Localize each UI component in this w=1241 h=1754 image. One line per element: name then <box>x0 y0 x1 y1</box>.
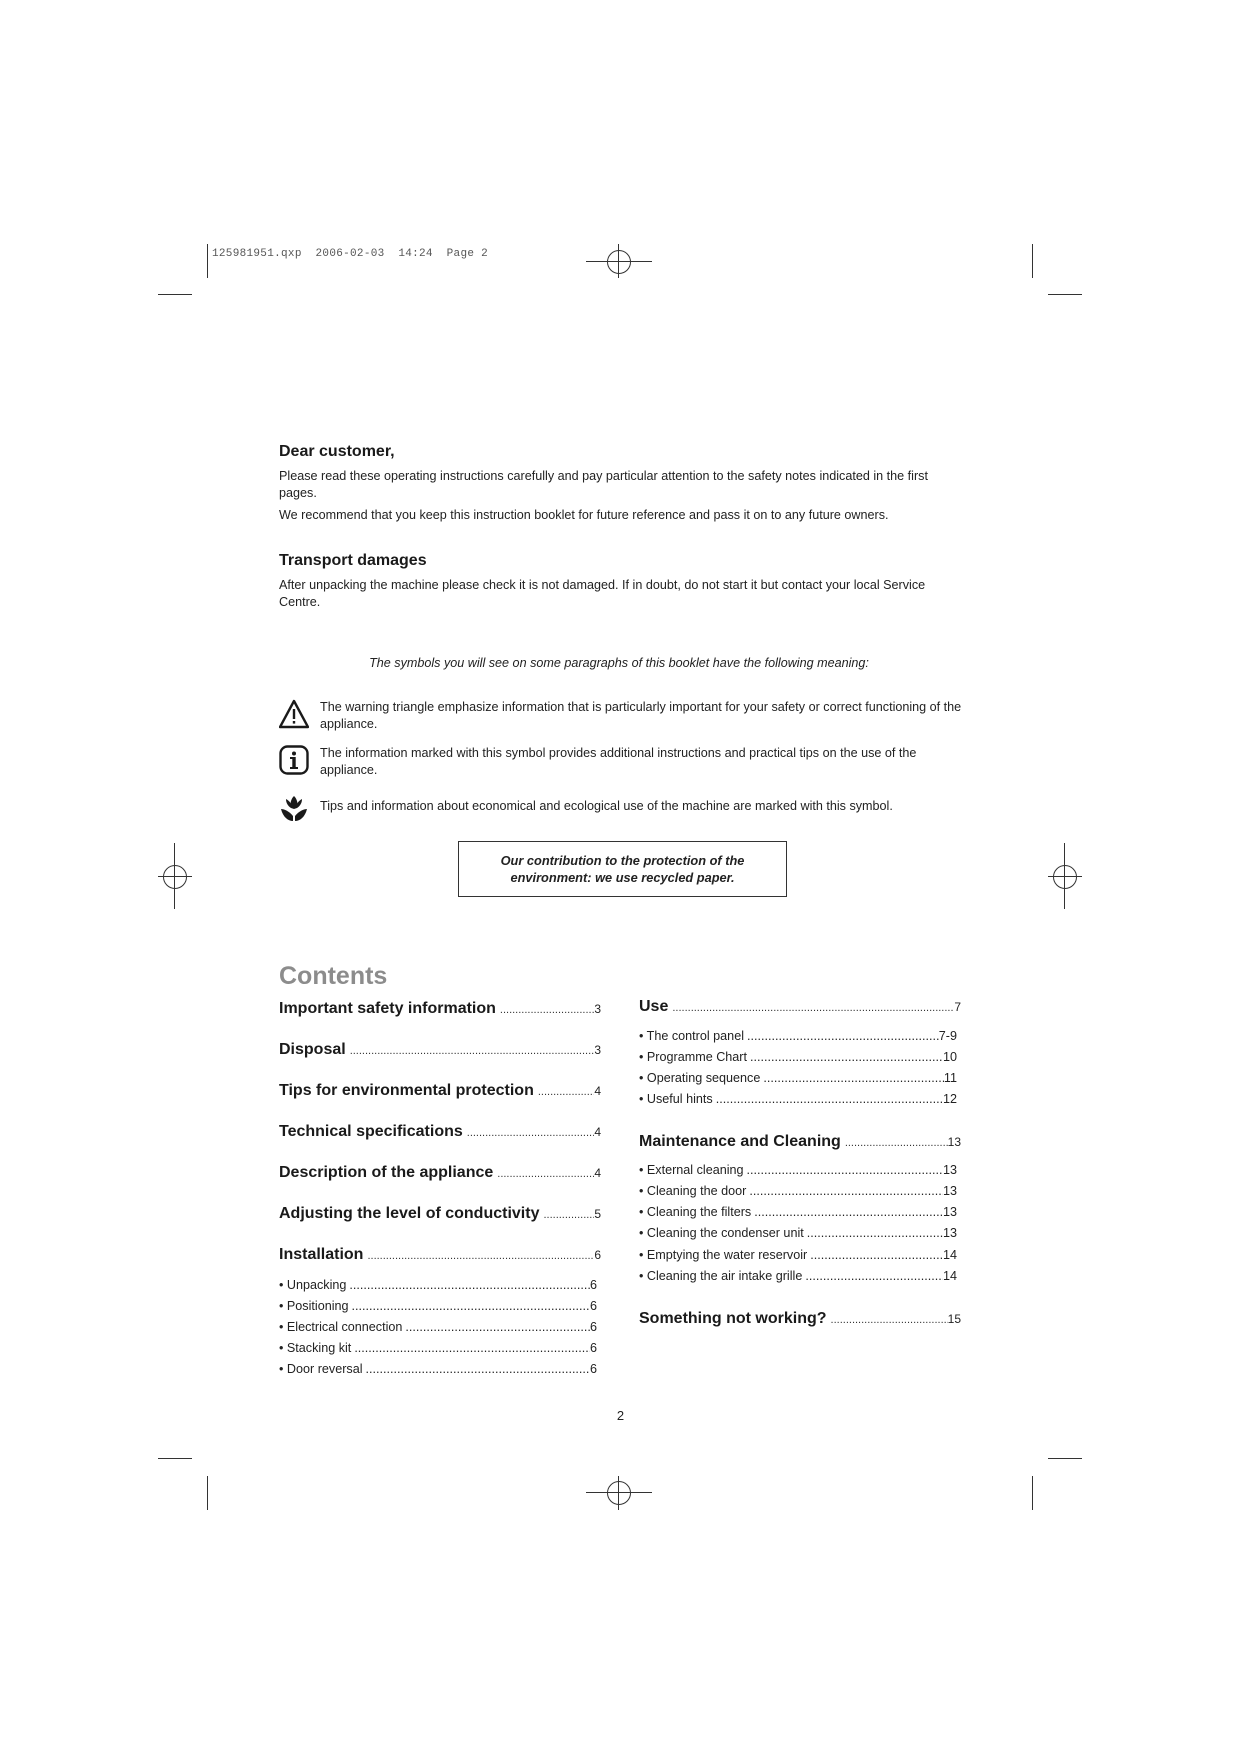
intro-paragraph-1: Please read these operating instructions carefully and pay particular attention to the safety notes indicated in the first pages. <box>279 469 928 500</box>
toc-label: Maintenance and Cleaning <box>639 1133 841 1150</box>
toc-subentry: • Cleaning the condenser unit ..... 13 <box>639 1226 957 1240</box>
print-slug: 125981951.qxp 2006-02-03 14:24 Page 2 <box>212 248 489 260</box>
toc-entry-environment <box>279 1082 601 1100</box>
toc-subentry: • Useful hints ..... 12 <box>639 1092 957 1106</box>
toc-label: Disposal <box>279 1041 346 1058</box>
toc-subentry: • Operating sequence ..... 11 <box>639 1071 957 1085</box>
toc-label: Installation <box>279 1246 364 1263</box>
page-number: 2 <box>616 1408 625 1423</box>
symbol-text-warning: The warning triangle emphasize information that is particularly important for your safety or correct functioning of the appliance. <box>320 700 962 731</box>
toc-entry-technical <box>279 1123 601 1141</box>
symbols-intro: The symbols you will see on some paragraphs of this booklet have the following meaning: <box>369 656 869 670</box>
toc-page: 4 <box>594 1166 601 1180</box>
toc-entry-description <box>279 1164 601 1182</box>
toc-label: Use <box>639 998 669 1015</box>
toc-page: 3 <box>594 1002 601 1016</box>
toc-label: Description of the appliance <box>279 1164 494 1181</box>
eco-flower-icon <box>279 793 309 823</box>
toc-subentry: • Stacking kit ..... 6 <box>279 1341 597 1355</box>
toc-entry-use <box>639 998 961 1016</box>
toc-entry-disposal <box>279 1041 601 1059</box>
toc-subentry: • Cleaning the door ..... 13 <box>639 1184 957 1198</box>
transport-text: After unpacking the machine please check it is not damaged. If in doubt, do not start it but contact your local Service Centre. <box>279 578 926 609</box>
recycled-paper-line-1: Our contribution to the protection of the <box>500 853 745 868</box>
toc-label: Tips for environmental protection <box>279 1082 534 1099</box>
toc-subentry: • Emptying the water reservoir ..... 14 <box>639 1248 957 1262</box>
toc-subentry: • Positioning ..... 6 <box>279 1299 597 1313</box>
information-icon <box>279 745 309 775</box>
toc-entry-conductivity <box>279 1205 601 1223</box>
symbol-row-warning <box>279 699 969 735</box>
warning-triangle-icon <box>279 699 309 729</box>
greeting-heading: Dear customer, <box>279 443 395 460</box>
symbol-text-information: The information marked with this symbol provides additional instructions and practical tips on the use of the appliance. <box>320 746 917 777</box>
toc-page: 4 <box>594 1125 601 1139</box>
toc-subentry: • Door reversal ..... 6 <box>279 1362 597 1376</box>
toc-subentry: • The control panel ..... 7-9 <box>639 1029 957 1043</box>
toc-entry-installation <box>279 1246 601 1264</box>
toc-page: 13 <box>947 1135 961 1149</box>
toc-page: 7 <box>954 1000 961 1014</box>
recycled-paper-notice <box>458 841 787 897</box>
toc-subentry: • Cleaning the air intake grille ..... 14 <box>639 1269 957 1283</box>
toc-subentry: • Programme Chart ..... 10 <box>639 1050 957 1064</box>
toc-label: Adjusting the level of conductivity <box>279 1205 540 1222</box>
toc-subentry: • External cleaning ..... 13 <box>639 1163 957 1177</box>
toc-subentry: • Electrical connection ..... 6 <box>279 1320 597 1334</box>
toc-page: 5 <box>594 1207 601 1221</box>
symbol-row-information <box>279 745 969 781</box>
toc-subentry: • Unpacking ..... 6 <box>279 1278 597 1292</box>
symbol-row-eco <box>279 793 969 823</box>
toc-entry-maintenance <box>639 1133 961 1151</box>
contents-title: Contents <box>279 962 388 990</box>
toc-entry-safety <box>279 1000 601 1018</box>
toc-label: Technical specifications <box>279 1123 463 1140</box>
toc-subentry: • Cleaning the filters ..... 13 <box>639 1205 957 1219</box>
toc-page: 3 <box>594 1043 601 1057</box>
toc-label: Important safety information <box>279 1000 496 1017</box>
toc-page: 15 <box>947 1312 961 1326</box>
recycled-paper-line-2: environment: we use recycled paper. <box>510 870 735 885</box>
toc-label: Something not working? <box>639 1310 827 1327</box>
toc-entry-troubleshooting <box>639 1310 961 1328</box>
toc-page: 4 <box>594 1084 601 1098</box>
transport-heading: Transport damages <box>279 552 427 569</box>
symbol-text-eco: Tips and information about economical and ecological use of the machine are marked with this symbol. <box>320 799 893 813</box>
toc-page: 6 <box>594 1248 601 1262</box>
intro-paragraph-2: We recommend that you keep this instruction booklet for future reference and pass it on to any future owners. <box>279 508 889 522</box>
